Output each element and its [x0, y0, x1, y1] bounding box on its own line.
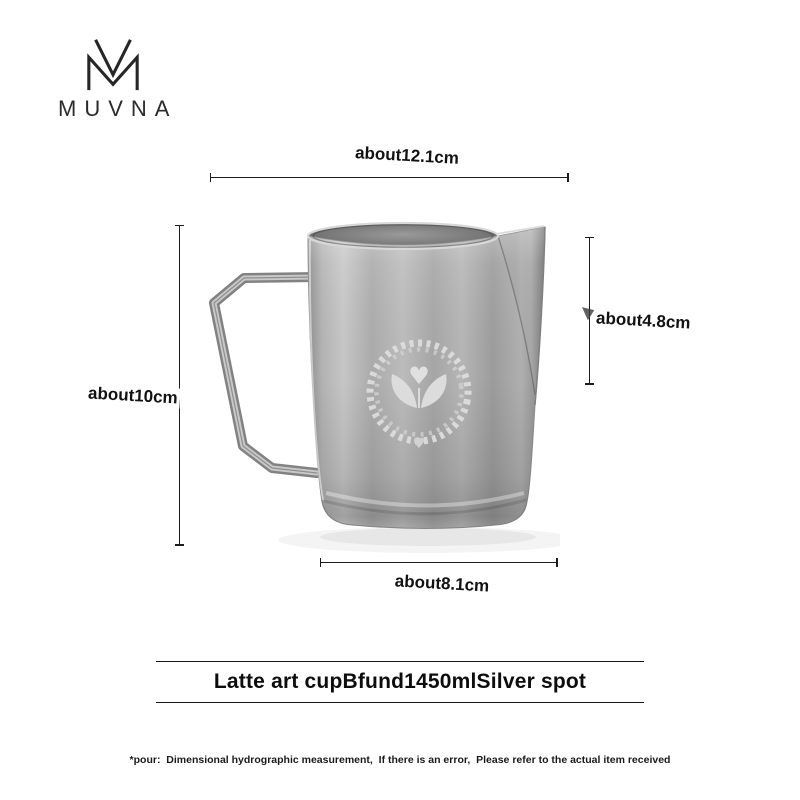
dimension-end-tick: [175, 225, 184, 227]
pointer-arrow-icon: [578, 304, 595, 321]
dimension-end-tick: [175, 544, 184, 546]
ground-shadow: [278, 527, 560, 553]
dimension-label-top-width: about12.1cm: [340, 142, 475, 169]
heart-icon: ♥: [408, 362, 430, 390]
dimension-label-spout-height: about4.8cm: [594, 308, 693, 333]
title-divider-top: [156, 661, 644, 662]
brand-name: MUVNA: [58, 96, 178, 121]
dimension-label-side-height: about10cm: [86, 383, 181, 408]
muvna-logo-icon: [84, 36, 142, 94]
product-title: Latte art cupBfund1450mlSilver spot: [213, 670, 587, 693]
measurement-disclaimer: *pour: Dimensional hydrographic measurement, If there is an error, Please refer to the actual item received: [129, 754, 671, 766]
dimension-end-tick: [585, 237, 594, 239]
dimension-end-tick: [210, 173, 212, 182]
heart-icon: ♥: [412, 436, 426, 452]
dimension-line-top-width: [210, 177, 568, 178]
pitcher-handle: [214, 277, 318, 473]
title-divider-bottom: [156, 702, 644, 703]
dimension-end-tick: [585, 383, 594, 385]
dimension-label-base-width: about8.1cm: [385, 571, 500, 597]
dimension-line-side-height: [179, 225, 180, 545]
product-image-milk-pitcher: [200, 210, 560, 570]
dimension-end-tick: [567, 173, 569, 182]
